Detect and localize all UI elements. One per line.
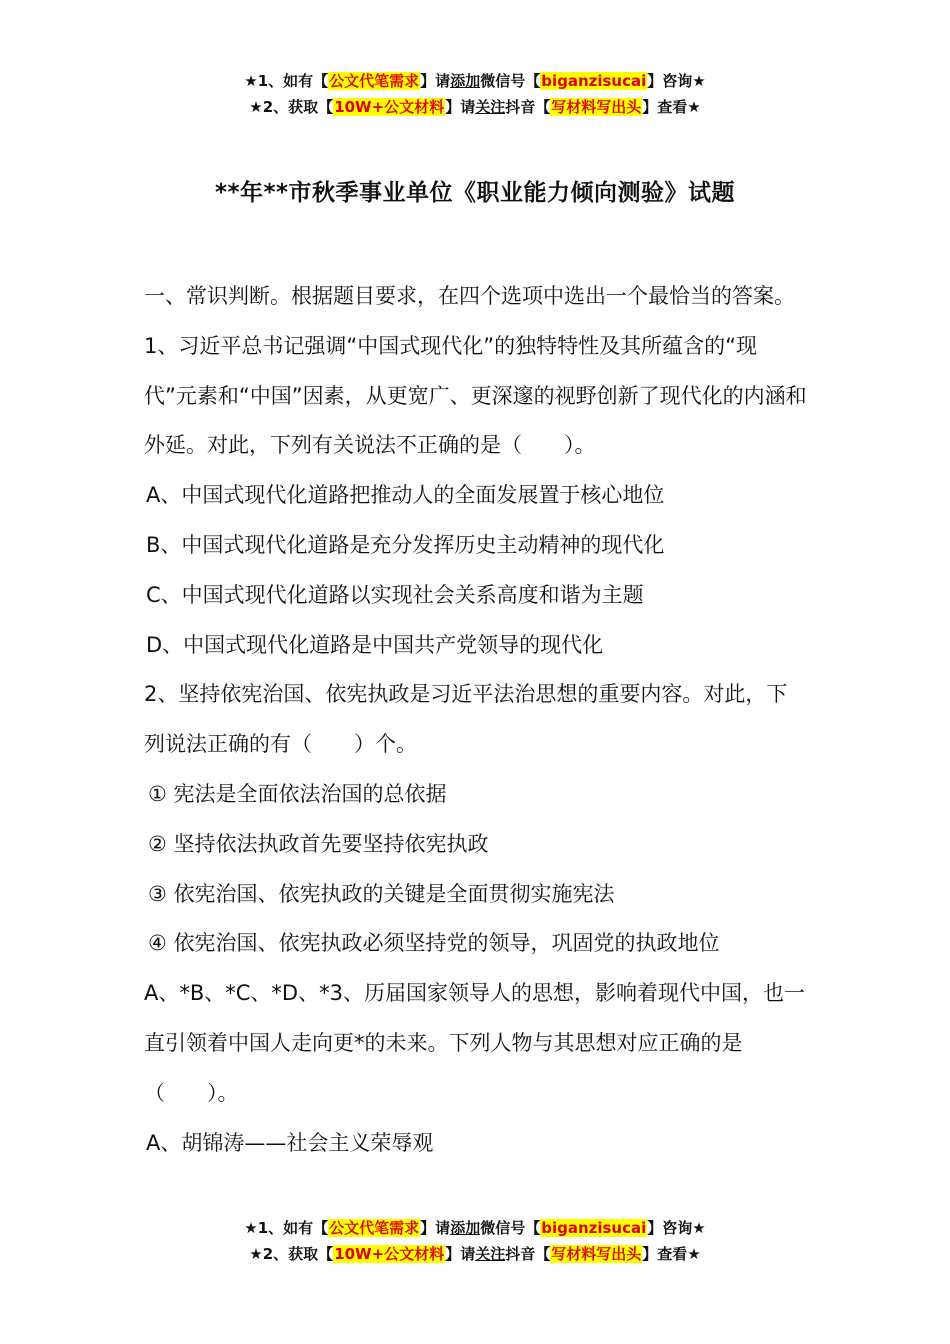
section-heading: 一、常识判断。根据题目要求，在四个选项中选出一个最恰当的答案。 (144, 284, 795, 308)
banner-text: ★1、如有【 (244, 72, 329, 90)
banner-highlight: 10W+公文材料 (334, 1245, 445, 1263)
banner-underline: 添加 (450, 1219, 481, 1237)
question-3: A、*B、*C、*D、*3、历届国家领导人的思想，影响着现代中国，也一直引领着中国人走向更*的未来。下列人物与其思想对应正确的是（ ）。 (144, 981, 805, 1105)
banner-underline: 关注 (475, 1245, 506, 1263)
banner-text: 】查看★ (642, 98, 701, 116)
option-d: D、中国式现代化道路是中国共产党领导的现代化 (146, 632, 604, 657)
option-c: C、中国式现代化道路以实现社会关系高度和谐为主题 (146, 582, 644, 607)
statement-2: ② 坚持依法执政首先要坚持依宪执政 (148, 831, 489, 856)
footer-banner (0, 1215, 950, 1267)
option-a: A、胡锦涛——社会主义荣辱观 (146, 1130, 434, 1155)
document-title: **年**市秋季事业单位《职业能力倾向测验》试题 (214, 180, 736, 206)
banner-text: 】请 (445, 98, 476, 116)
banner-highlight: 写材料写出头 (551, 98, 642, 116)
question-1: 1、习近平总书记强调“中国式现代化”的独特特性及其所蕴含的“现代”元素和“中国”因素，从更宽广、更深邃的视野创新了现代化的内涵和外延。对此，下列有关说法不正确的是（ ）。 (144, 333, 807, 458)
banner-highlight: 公文代笔需求 (329, 72, 420, 90)
banner-text: 】请 (420, 1219, 451, 1237)
banner-text: 】请 (445, 1245, 476, 1263)
statement-4: ④ 依宪治国、依宪执政必须坚持党的领导，巩固党的执政地位 (148, 931, 720, 956)
banner-text: 】咨询★ (647, 72, 706, 90)
banner-text: ★1、如有【 (244, 1219, 329, 1237)
option-b: B、中国式现代化道路是充分发挥历史主动精神的现代化 (146, 532, 665, 557)
banner-text: ★2、获取【 (249, 98, 334, 116)
banner-line-2 (0, 1241, 950, 1267)
statement-3: ③ 依宪治国、依宪执政的关键是全面贯彻实施宪法 (148, 881, 615, 906)
banner-underline: 添加 (450, 72, 481, 90)
question-2: 2、坚持依宪治国、依宪执政是习近平法治思想的重要内容。对此，下列说法正确的有（ ）个。 (144, 682, 788, 757)
banner-highlight: biganzisucai (541, 1219, 647, 1237)
banner-text: 抖音【 (505, 98, 551, 116)
banner-line-1 (0, 68, 950, 94)
banner-text: 】请 (420, 72, 451, 90)
banner-text: 】查看★ (642, 1245, 701, 1263)
banner-text: 抖音【 (505, 1245, 551, 1263)
statement-1: ① 宪法是全面依法治国的总依据 (148, 781, 447, 806)
banner-text: 微信号【 (480, 72, 541, 90)
banner-text: ★2、获取【 (249, 1245, 334, 1263)
header-banner (0, 68, 950, 120)
banner-underline: 关注 (475, 98, 506, 116)
banner-line-1 (0, 1215, 950, 1241)
banner-text: 】咨询★ (647, 1219, 706, 1237)
document-body (144, 272, 808, 1168)
banner-line-2 (0, 94, 950, 120)
banner-highlight: biganzisucai (541, 72, 647, 90)
banner-highlight: 10W+公文材料 (334, 98, 445, 116)
banner-highlight: 公文代笔需求 (329, 1219, 420, 1237)
option-a: A、中国式现代化道路把推动人的全面发展置于核心地位 (146, 483, 665, 508)
banner-text: 微信号【 (480, 1219, 541, 1237)
banner-highlight: 写材料写出头 (551, 1245, 642, 1263)
